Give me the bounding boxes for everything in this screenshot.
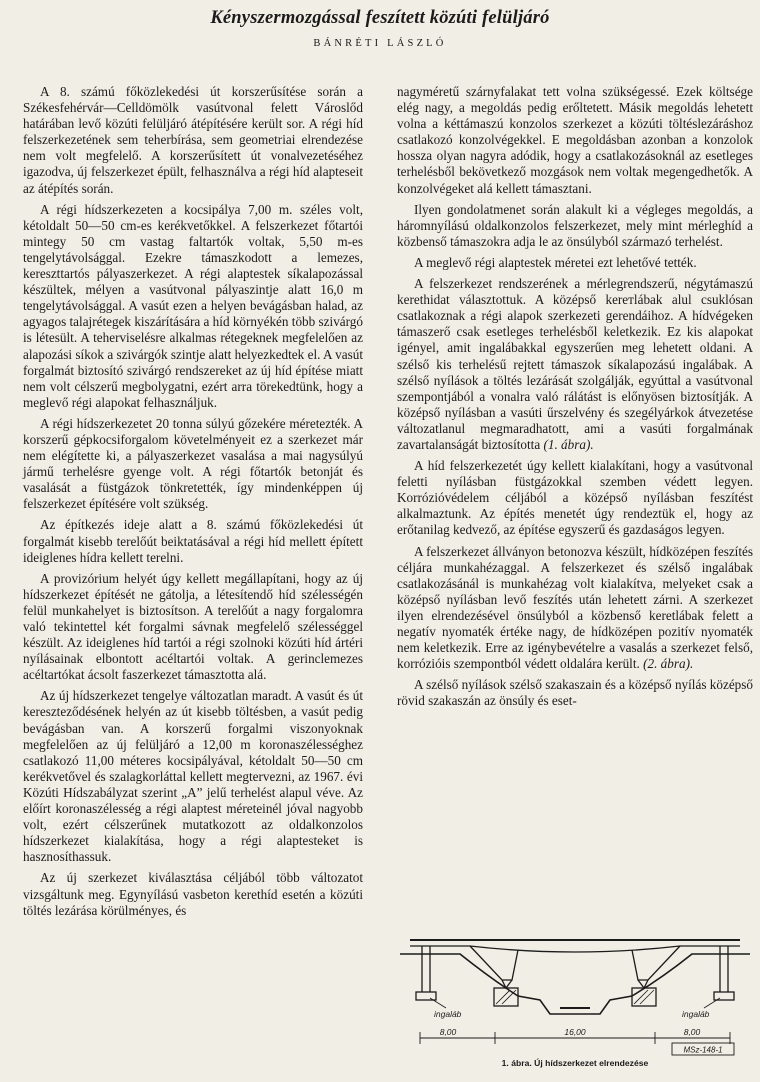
right-old-foundation [632, 988, 656, 1006]
right-pendulum-leg [720, 946, 728, 992]
paragraph [397, 276, 753, 453]
paragraph: A régi hídszerkezeten a kocsipálya 7,00 m. széles volt, kétoldalt 50—50 cm-es kerékvetőkkel. A felszerkezet főtartói mintegy 50 cm vastag faltartók voltak, 5,50 m-es tengelytávolsággal. Ezekre támaszkodott a lemezes, kereszttartós pályaszerkezet. A régi alaptestek síkalapozással készültek, mélyen a vasútvonal pályaszintje alatt 16,0 m tengelytávolsággal. A vasút ezen a helyen bevágásban halad, az agyagos talajrétegek kiszárítására a híd környékén több szivárgó is létesült. A teherviselésre alkalmas rétegeknek megfelelően az alapozási síkok a szivárgók szintje alatt helyezkedtek el. A vasút forgalmát biztosító szivárgó rendszereket az új híd építése miatt nem volt célszerű megbolygatni, ezért arra törekedtünk, hogy a meglevő régi alapokat felhasználjuk. [23, 201, 363, 410]
left-footing [416, 992, 436, 1000]
left-old-foundation [494, 988, 518, 1006]
left-frame-leg [470, 946, 518, 980]
article-title: Kényszermozgással feszített közúti felüljáró [210, 8, 550, 28]
right-label-leader [704, 998, 720, 1008]
paragraph: A meglevő régi alaptestek méretei ezt lehetővé tették. [414, 254, 697, 270]
right-column [397, 84, 753, 709]
right-pendulum-label: ingaláb [682, 1009, 710, 1019]
paragraph-text: A felszerkezet rendszerének a mérlegrendszerű, négytámaszú kerethidat választottuk. A középső kereтlábak alul csuklósan csatlakoznak a régi alapok szerkezeti gerendáihoz. A hídvégeken támaszerő csak esetleges terhelésből keletkezik. Ez kis alapokat igényel, amit ingalábakkal egyszerűen meg lehetett oldani. A szélső kis terhelésű rejtett támaszok síkalapozású ingalábak. A szélső nyílások a töltés lezárását szolgálják, egyúttal a vasútvonal szempontjából a vonalra való rálátást is előnyösen biztosítják. A középső nyílásban a vasúti űrszelvény és szegélyárkok átvezetése változatlanul megmaradhatott, ami a vasúti forgalmának zavartalanságát biztosította [397, 276, 753, 452]
paragraph-text: A felszerkezet állványon betonozva készült, hídközépen feszítés céljára munkahézaggal. A felszerkezet és szélső ingalábak csatlakozásánál is munkahézag volt kialakítva, melyeket csak a középső nyílásban levő feszítés után lehetett zárni. A szerkezet ilyen elrendezésével önsúlyból a közbenső keretlábak felett a negatív nyomaték értéke nagy, de hídközépen pozitív nyomaték nem keletkezik. Erre az igénybevételre a vasalás a szerkezet felső, korrózióis szempontból védett oldalára került. [397, 543, 753, 672]
bridge-drawing [400, 888, 750, 1058]
caption-text: Új hídszerkezet elrendezése [534, 1058, 649, 1068]
deck-soffit [410, 946, 740, 952]
dimension-middle: 16,00 [564, 1027, 586, 1037]
paragraph: Az új hídszerkezet tengelye változatlan maradt. A vasút és út kereszteződésének helyén az út kisebb töltésben, a vasút pedig bevágásban van. A korszerű forgalmi viszonyoknak megfelelően az új felüljáró a 12,00 m koronaszélességhez csatlakozó 11,00 méteres kocsipályával, kétoldalt 50—50 cm kerékvetővel és szalagkorláttal kellett megtervezni, az 1967. évi Közúti Hídszabályzat szerint „A” jelű terhelést alapul véve. Az előírt koronaszélesség a régi alaptest méreteinél jóval nagyobb volt, ezért célszerűnek mutatkozott az oldalkonzolos hídszerkezet kialakítása, hogy a régi alaptesteket is hasznosíthassuk. [23, 688, 363, 865]
right-frame-leg [632, 946, 680, 980]
ground-profile [400, 954, 750, 1014]
bridge-elevation-figure [400, 888, 750, 1058]
figure-reference: (1. ábra). [543, 436, 594, 452]
caption-number: 1. ábra. [501, 1058, 532, 1068]
dimension-left: 8,00 [439, 1027, 457, 1037]
figure-reference: (2. ábra). [643, 656, 694, 672]
dimension-right: 8,00 [683, 1027, 701, 1037]
paragraph: A híd felszerkezetét úgy kellett kialakítani, hogy a vasútvonal feletti nyílásban füstgázokkal szemben védett legyen. Korrózióvédelem céljából a középső nyílásban feszítést alkalmaztunk. Az építés menetét úgy rendeztük el, hogy az erőtanilag kedvező, az építése egyszerű és gazdaságos legyen. [397, 458, 753, 538]
drawing-id: MSz-148-1 [683, 1045, 723, 1055]
left-column [23, 84, 363, 919]
paragraph: Az építkezés ideje alatt a 8. számú főközlekedési út forgalmát kisebb terelőút beiktatásával a régi híd mellett épített ideiglenes hídra kellett terelni. [23, 517, 363, 565]
paragraph: Ilyen gondolatmenet során alakult ki a végleges megoldás, a háromnyílású oldalkonzolos felszerkezet, mely mint mérleghíd a közbenső támaszokra adja le az önsúlyból származó terhelést. [397, 201, 753, 249]
paragraph: Az új szerkezet kiválasztása céljából több változatot vizsgáltunk meg. Egynyílású vasbeton kerethíd esetén a közúti töltés lezárása körülményes, és [23, 870, 363, 918]
article-author: BÁNRÉTI LÁSZLÓ [313, 38, 447, 49]
paragraph: nagyméretű szárnyfalakat tett volna szükségessé. Ezek költsége elég nagy, a megoldás pedig erőltetett. Másik megoldás lehetett volna a kéttámaszú konzolos szerkezet a közúti töltéslezáráshoz csatlakozó konzolvégekkel. E megoldásban azonban a konzolok hossza olyan nagyra adódik, hogy a csatlakozásoknál az esetleges terhelésből bekövetkező mozgások nem voltak megengedhetők. A konzolvégeket alá kellett támasztani. [397, 84, 753, 196]
left-pendulum-label: ingaláb [434, 1009, 462, 1019]
paragraph: A 8. számú főközlekedési út korszerűsítése során a Székesfehérvár—Celldömölk vasútvonal felett Városlőd határában levő közúti felüljáró átépítésére került sor. A régi híd felszerkezetének sem teherbírása, sem geometriai elrendezése nem volt megfelelő. A korszerűsített út vonalvezetéséhez igazodva, új felszerkezet épült, felhasználva a régi híd alapteseit az átépítés során. [23, 84, 363, 196]
left-pendulum-leg [422, 946, 430, 992]
paragraph [397, 544, 753, 673]
paragraph: A régi hídszerkezetet 20 tonna súlyú gőzekére méretezték. A korszerű gépkocsiforgalom követelményeit ez a szerkezet már nem elégítette ki, a pályaszerkezet vasalása a mai nagysúlyú jármű terhelésre gyenge volt. A régi főtartók betonját és vasalását a füstgázok tönkretették, így mindenképpen új felszerkezet építésére volt szükség. [23, 415, 363, 512]
right-footing [714, 992, 734, 1000]
left-label-leader [430, 998, 446, 1008]
figure-caption [400, 1058, 750, 1068]
paragraph: A szélső nyílások szélső szakaszain és a középső nyílás középső rövid szakaszán az önsúly és eset- [397, 677, 753, 709]
paragraph: A provizórium helyét úgy kellett megállapítani, hogy az új hídszerkezet építését ne gátolja, a létesítendő híd szélességén felül munkahelyet is biztosítson. A terelőút a nagy forgalomra való tekintettel két forgalmi sávnak megfelelő szélességgel készült. Az ideiglenes híd tartói a régi szolnoki közúti híd ártéri nyílásainak elbontott acéltartói voltak. A gerinclemezes acéltartókat ácsolt faszerkezet támasztotta alá. [23, 570, 363, 683]
